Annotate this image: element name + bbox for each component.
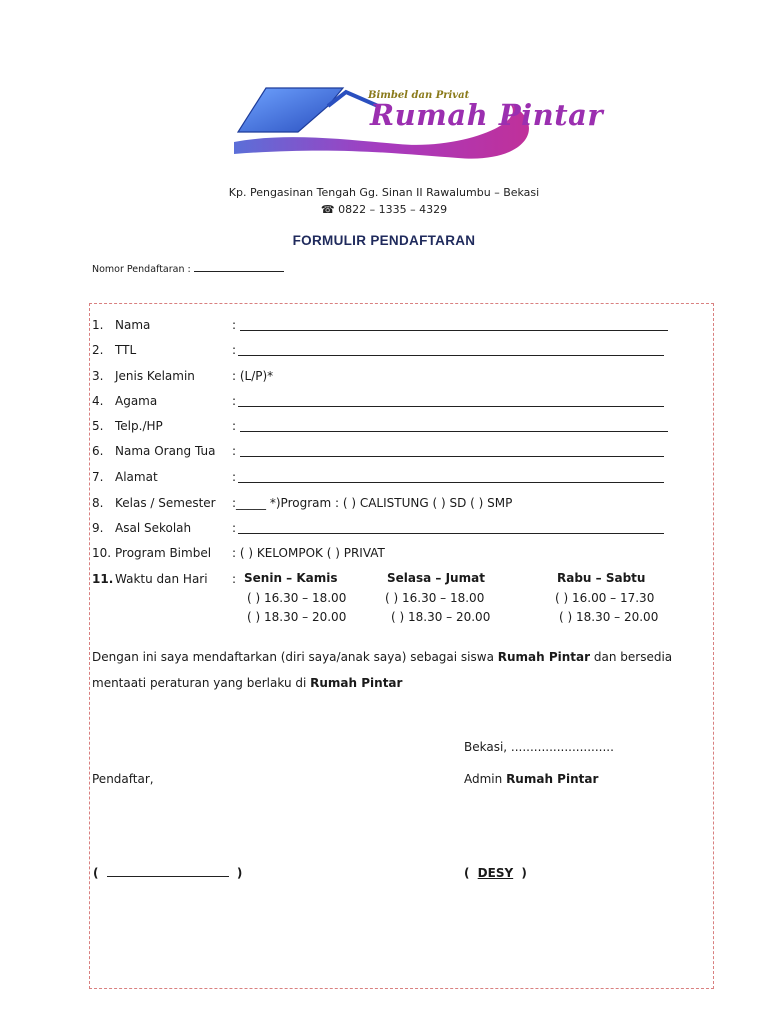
- field-label: Nama Orang Tua: [115, 444, 216, 458]
- registrant-signature: [93, 866, 242, 880]
- field-label: Alamat: [115, 470, 158, 484]
- field-colon: :: [232, 444, 237, 458]
- admin-signature: [464, 866, 527, 880]
- schedule-slot-option[interactable]: ( ) 16.30 – 18.00: [247, 591, 347, 605]
- place-date: Bekasi, ...........................: [464, 740, 614, 754]
- schedule-slot-option[interactable]: ( ) 18.30 – 20.00: [247, 610, 347, 624]
- field-number: 10.: [92, 546, 112, 560]
- phone: ☎ 0822 – 1335 – 4329: [320, 203, 448, 216]
- field-number: 8.: [92, 496, 104, 510]
- field-number: 5.: [92, 419, 104, 433]
- address: Kp. Pengasinan Tengah Gg. Sinan II Rawalumbu – Bekasi: [228, 186, 540, 199]
- field-number: 6.: [92, 444, 104, 458]
- registrant-signature-line[interactable]: [107, 866, 229, 877]
- registrant-label: Pendaftar,: [92, 772, 154, 786]
- registration-number-field[interactable]: [194, 262, 284, 272]
- logo-tagline: Bimbel dan Privat: [368, 90, 470, 101]
- form-title: FORMULIR PENDAFTARAN: [292, 233, 476, 248]
- field-label: Nama: [115, 318, 151, 332]
- paren-close: ): [521, 866, 527, 880]
- paren-open: (: [93, 866, 99, 880]
- admin-label-text: Admin: [464, 772, 507, 786]
- field-colon: :: [232, 318, 237, 332]
- registration-number-label: Nomor Pendaftaran :: [92, 264, 191, 275]
- field-label: Program Bimbel: [115, 546, 212, 560]
- field-colon: :: [232, 470, 237, 484]
- schedule-day-2: Selasa – Jumat: [387, 571, 485, 585]
- field-label: Asal Sekolah: [115, 521, 192, 535]
- field-colon: :: [232, 343, 237, 357]
- field-colon: :: [232, 394, 237, 408]
- statement-line-2: [92, 676, 402, 690]
- logo-brand-name: Rumah Pintar: [370, 98, 604, 132]
- field-label: TTL: [115, 343, 137, 357]
- schedule-slot-option[interactable]: ( ) 18.30 – 20.00: [391, 610, 491, 624]
- field-label: Jenis Kelamin: [115, 369, 195, 383]
- field-number: 3.: [92, 369, 104, 383]
- statement-brand: Rumah Pintar: [497, 650, 591, 664]
- program-bimbel-options[interactable]: : ( ) KELOMPOK ( ) PRIVAT: [232, 546, 385, 560]
- schedule-day-1: Senin – Kamis: [244, 571, 338, 585]
- gender-field[interactable]: : (L/P)*: [232, 369, 274, 383]
- field-label: Agama: [115, 394, 158, 408]
- schedule-slot-option[interactable]: ( ) 16.00 – 17.30: [555, 591, 655, 605]
- statement-brand: Rumah Pintar: [310, 676, 403, 690]
- admin-name: DESY: [477, 866, 514, 880]
- paren-open: (: [464, 866, 470, 880]
- field-number: 11.: [92, 572, 114, 586]
- statement-text: dan bersedia: [590, 650, 673, 664]
- ttl-input-line[interactable]: [238, 355, 664, 356]
- telp-input-line[interactable]: [240, 431, 668, 432]
- admin-label: [464, 772, 598, 786]
- nama-input-line[interactable]: [240, 330, 668, 331]
- nama-orang-tua-input-line[interactable]: [240, 456, 664, 457]
- field-number: 2.: [92, 343, 104, 357]
- field-number: 7.: [92, 470, 104, 484]
- alamat-input-line[interactable]: [238, 482, 664, 483]
- field-number: 1.: [92, 318, 104, 332]
- field-label: Telp./HP: [115, 419, 163, 433]
- asal-sekolah-input-line[interactable]: [238, 533, 664, 534]
- admin-brand: Rumah Pintar: [506, 772, 599, 786]
- field-label: Kelas / Semester: [115, 496, 216, 510]
- kelas-program-field[interactable]: :_____ *)Program : ( ) CALISTUNG ( ) SD ( ) SMP: [232, 496, 513, 510]
- field-label: Waktu dan Hari: [115, 572, 208, 586]
- statement-line-1: [92, 650, 672, 664]
- registration-number: [92, 262, 284, 275]
- schedule-day-3: Rabu – Sabtu: [557, 571, 646, 585]
- field-number: 9.: [92, 521, 104, 535]
- schedule-slot-option[interactable]: ( ) 16.30 – 18.00: [385, 591, 485, 605]
- field-colon: :: [232, 521, 237, 535]
- statement-text: Dengan ini saya mendaftarkan (diri saya/anak saya) sebagai siswa: [92, 650, 498, 664]
- field-number: 4.: [92, 394, 104, 408]
- statement-text: mentaati peraturan yang berlaku di: [92, 676, 311, 690]
- agama-input-line[interactable]: [238, 406, 664, 407]
- paren-close: ): [236, 866, 243, 880]
- schedule-slot-option[interactable]: ( ) 18.30 – 20.00: [559, 610, 659, 624]
- field-colon: :: [232, 419, 237, 433]
- field-colon: :: [232, 572, 237, 586]
